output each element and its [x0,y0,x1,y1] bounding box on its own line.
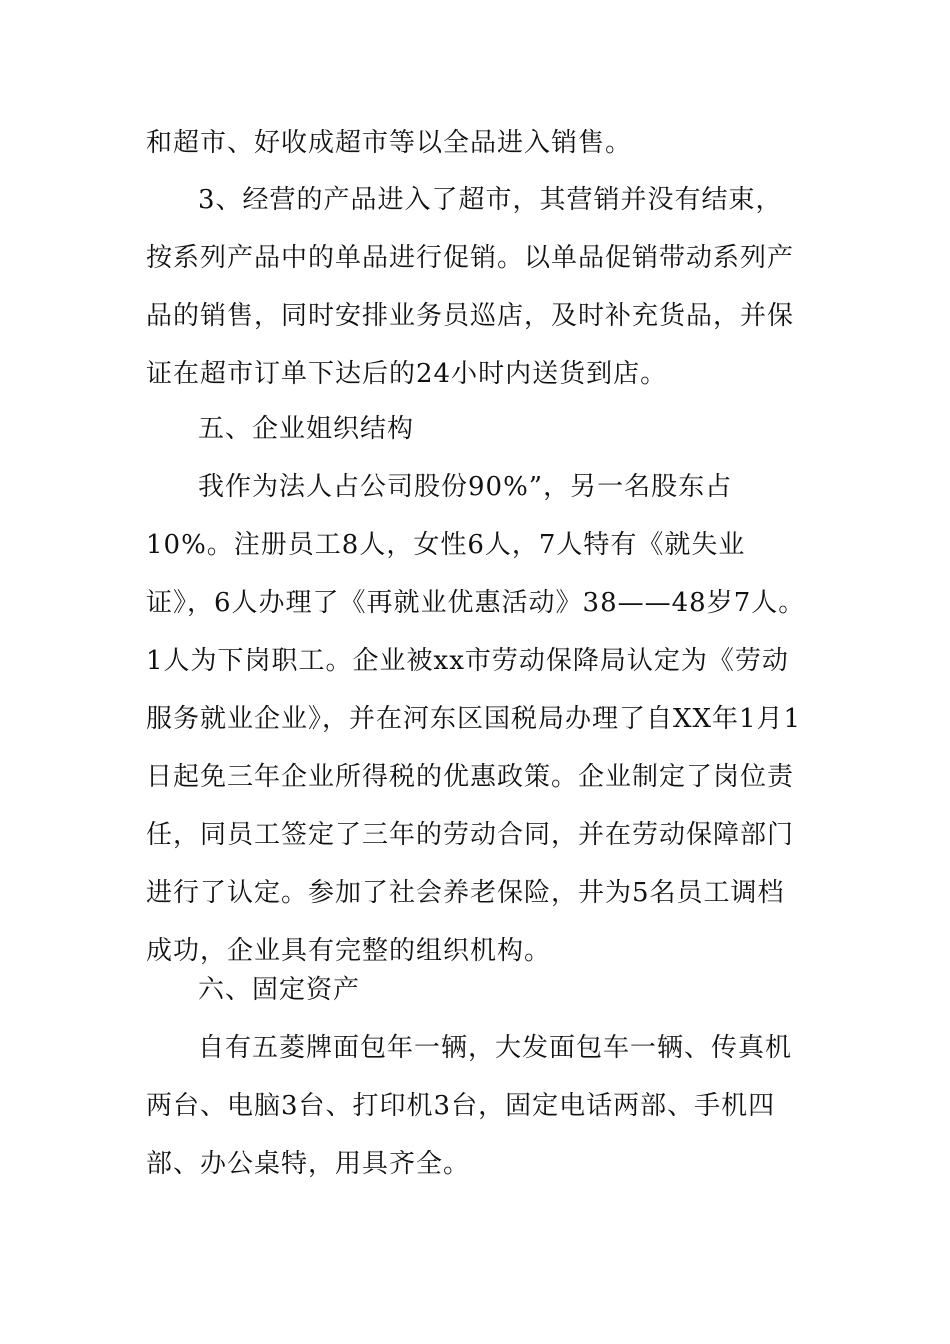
paragraph-organization: 我作为法人占公司股份90%”，另一名股东占10%。注册员工8人，女性6人，7人特有《就失业证》，6人办理了《再就业优惠活动》38——48岁7人。1人为下岗职工。企业被xx市劳动保降局认定为《劳动服务就业企业》，并在河东区国税局办理了自XX年1月1日起免三年企业所得税的优惠政策。企业制定了岗位责任，同员工签定了三年的劳动合同，并在劳动保障部门进行了认定。参加了社会养老保险，井为5名员工调档成功，企业具有完整的组织机构。 [146,472,806,966]
paragraph-continuation: 和超市、好收成超市等以全品进入销售。 [146,128,633,158]
paragraph-item-3: 3、经营的产品进入了超市，其营销并没有结束，按系列产品中的单品进行促销。以单品促销带动系列产品的销售，同时安排业务员巡店，及时补充货品，并保证在超市订单下达后的24小时内送货到店。 [146,185,795,389]
section-heading-fixed-assets: 六、固定资产 [198,975,361,1005]
section-heading-organization: 五、企业姐织结构 [198,414,415,444]
paragraph-fixed-assets: 自有五菱牌面包年一辆，大发面包车一辆、传真机两台、电脑3台、打印机3台，固定电话两部、手机四部、办公桌特，用具齐全。 [146,1033,793,1179]
